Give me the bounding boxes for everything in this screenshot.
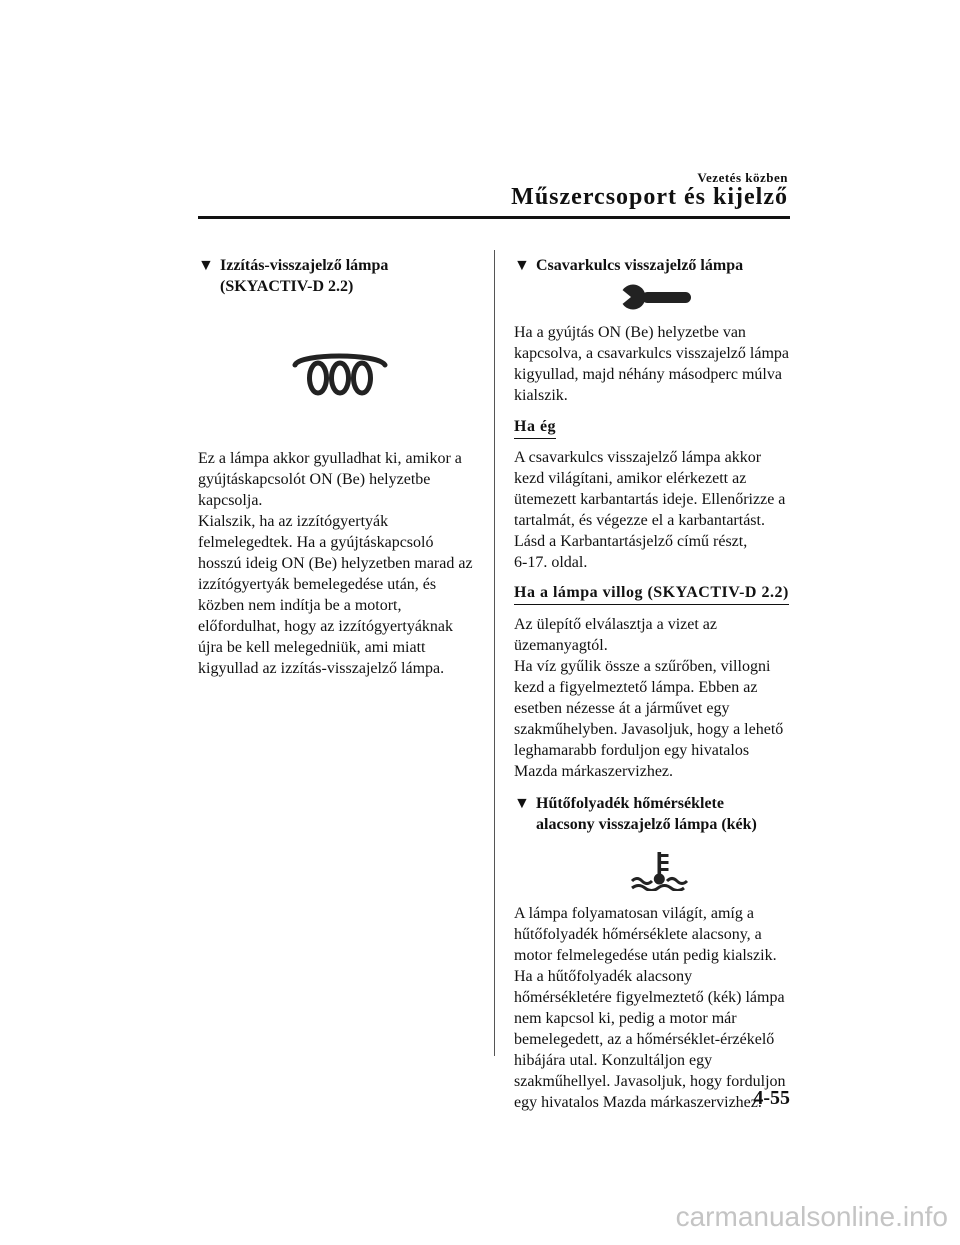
wrench-heading: ▼ Csavarkulcs visszajelző lámpa: [514, 257, 744, 274]
running-header-title: Műszercsoport és kijelző: [511, 184, 788, 210]
glow-plug-heading-line2: (SKYACTIV-D 2.2): [220, 278, 354, 295]
lit-body: A csavarkulcs visszajelző lámpa akkor kezd világítani, amikor elérkezett az ütemezett karbantartás ideje. Ellenőrizze a tartalmát, és végezze el a karbantartást. Lásd a Karbantartásjelző című részt, 6-17. oldal.: [514, 449, 786, 571]
coolant-temperature-icon: [524, 851, 794, 891]
subheading-lit: Ha ég: [514, 417, 556, 439]
glow-plug-heading-line1: Izzítás-visszajelző lámpa: [220, 257, 389, 274]
glow-plug-coil-icon: [202, 351, 478, 397]
running-header-section: Vezetés közben: [697, 170, 788, 185]
section-triangle-icon: ▼: [514, 257, 530, 274]
glow-plug-body: Ez a lámpa akkor gyulladhat ki, amikor a gyújtáskapcsolót ON (Be) helyzetbe kapcsolja. Kialszik, ha az izzítógyertyák felmelegedtek. Ha a gyújtáskapcsoló hosszú ideig ON (Be) helyzetben marad az izzítógyertyák bemelegedése után, és közben nem indítja be a motort, előfordulhat, hogy az izzítógyertyáknak újra be kell melegedniük, ami miatt kigyullad az izzítás-visszajelző lámpa.: [198, 450, 473, 677]
wrench-body: Ha a gyújtás ON (Be) helyzetbe van kapcsolva, a csavarkulcs visszajelző lámpa kigyullad, majd néhány másodperc múlva kialszik.: [514, 324, 789, 404]
left-column: [198, 255, 478, 679]
coolant-heading: ▼ Hűtőfolyadék hőmérséklete alacsony visszajelző lámpa (kék): [514, 795, 757, 833]
section-triangle-icon: ▼: [514, 795, 530, 812]
watermark: carmanualsonline.info: [675, 1201, 948, 1232]
header-rule: [198, 216, 790, 219]
flashing-body: Az ülepítő elválasztja a vizet az üzemanyagtól. Ha víz gyűlik össze a szűrőben, villogni kezd a figyelmeztető lámpa. Ebben az esetben nézesse át a járművet egy szakműhelyben. Javasoljuk, hogy a lehető leghamarabb forduljon egy hivatalos Mazda márkaszervizhez.: [514, 616, 784, 780]
section-triangle-icon: ▼: [198, 257, 214, 274]
right-column: [514, 255, 794, 1113]
glow-plug-heading: [198, 255, 478, 297]
subheading-flashing: Ha a lámpa villog (SKYACTIV-D 2.2): [514, 583, 789, 605]
page-number: 4-55: [753, 1087, 790, 1109]
wrench-icon: [520, 284, 794, 310]
column-divider: [494, 250, 495, 1056]
coolant-body: A lámpa folyamatosan világít, amíg a hűtőfolyadék hőmérséklete alacsony, a motor felmelegedése után pedig kialszik. Ha a hűtőfolyadék alacsony hőmérsékletére figyelmeztető (kék) lámpa nem kapcsol ki, pedig a motor már bemelegedett, az a hőmérséklet-érzékelő hibájára utal. Konzultáljon egy szakműhellyel. Javasoljuk, hogy forduljon egy hivatalos Mazda márkaszervizhez.: [514, 905, 786, 1111]
